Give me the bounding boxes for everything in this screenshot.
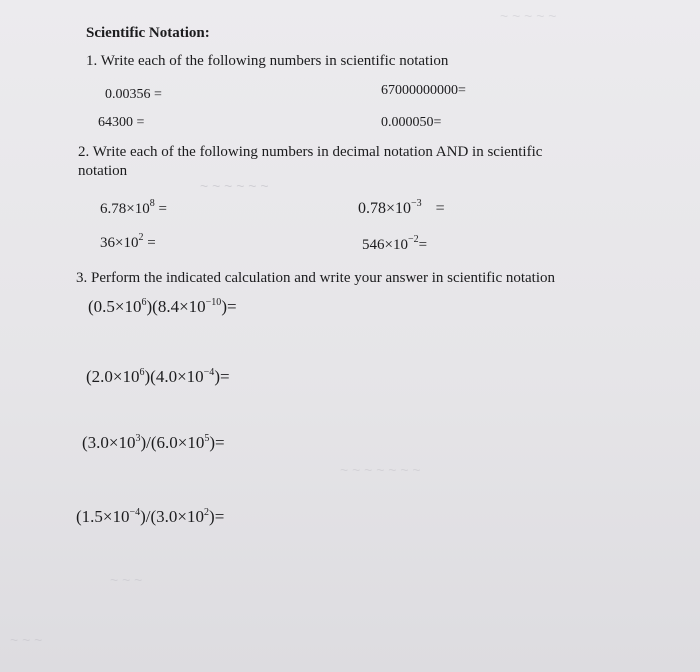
bleed-through-text: ~ ~ ~ ~ ~ ~ ~	[340, 462, 421, 478]
q2-prompt-continued: notation	[78, 163, 128, 179]
q2-item: $0.78\times 10^{-3}$ =	[358, 198, 445, 217]
bleed-through-text: ~ ~ ~	[110, 572, 143, 588]
q2-item: $36\times 10^2$ =	[100, 232, 156, 251]
q3-item: $(1.5\times 10^{-4})/(3.0\times 10^2)=$	[76, 507, 225, 526]
bleed-through-text: ~ ~ ~ ~ ~	[500, 8, 557, 24]
bleed-through-text: ~ ~ ~ ~ ~ ~	[200, 178, 269, 194]
q2-prompt: 2. Write each of the following numbers in decimal notation AND in scientific	[78, 144, 543, 160]
q3-item: $(2.0\times 10^6)(4.0\times 10^{-4})=$	[86, 367, 230, 386]
q3-prompt: 3. Perform the indicated calculation and write your answer in scientific notation	[76, 270, 556, 286]
q2-item: $6.78\times 10^8$ =	[100, 198, 167, 217]
q1-item: 0.00356 =	[105, 87, 162, 102]
worksheet-title: Scientific Notation:	[86, 25, 210, 41]
bleed-through-text: ~ ~ ~	[10, 632, 43, 648]
q1-item: 0.000050=	[381, 115, 442, 130]
q2-item: $546\times 10^{-2}=$	[362, 234, 428, 253]
q1-item: 67000000000=	[381, 83, 466, 98]
q1-item: 64300 =	[98, 115, 145, 130]
q3-item: $(0.5\times 10^6)(8.4\times 10^{-10})=$	[88, 297, 237, 316]
q1-prompt: 1. Write each of the following numbers in scientific notation	[86, 53, 449, 69]
q3-item: $(3.0\times 10^3)/(6.0\times 10^5)=$	[82, 433, 225, 452]
